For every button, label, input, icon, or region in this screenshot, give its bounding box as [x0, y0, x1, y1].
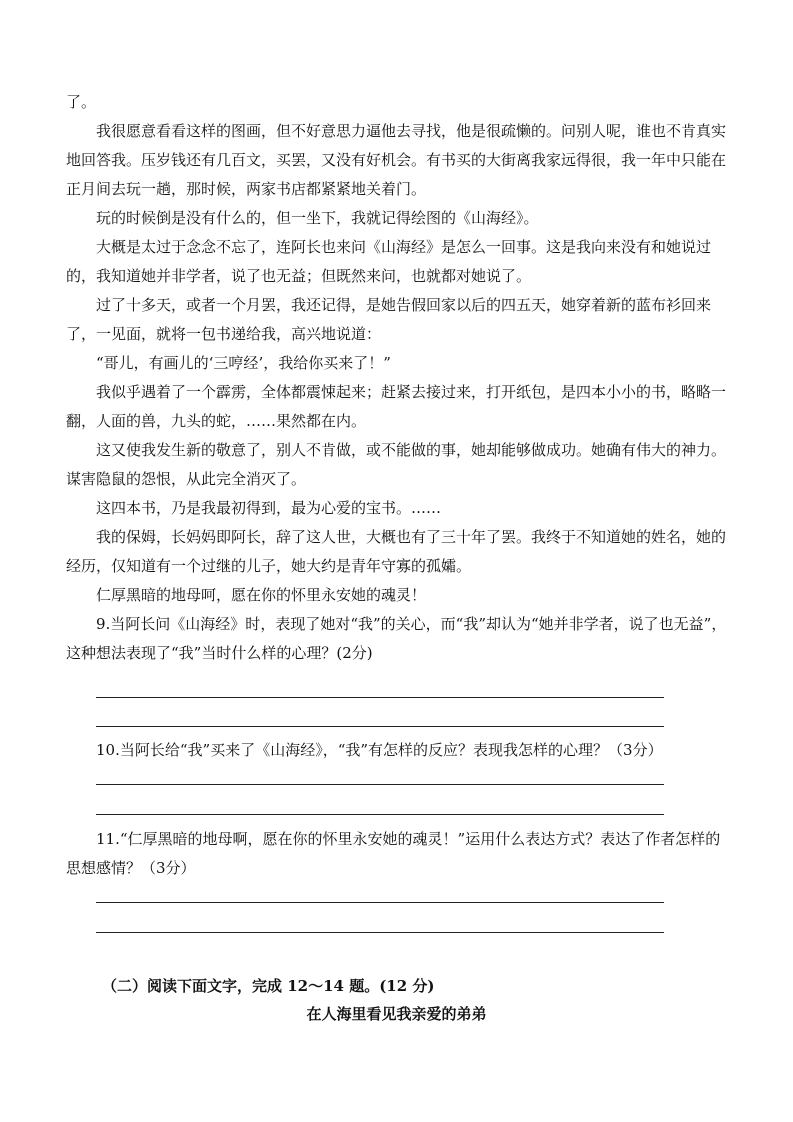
- answer-line-q9-1[interactable]: [96, 697, 664, 698]
- answer-line-q11-2[interactable]: [96, 932, 664, 933]
- passage-para-6: 我似乎遇着了一个霹雳，全体都震悚起来；赶紧去接过来，打开纸包，是四本小小的书，略略一翻，人面的兽，九头的蛇，……果然都在内。: [66, 383, 727, 430]
- passage-para-4: 过了十多天，或者一个月罢，我还记得，是她告假回家以后的四五天，她穿着新的蓝布衫回来了，一见面，就将一包书递给我，高兴地说道：: [66, 296, 712, 343]
- question-9: 9.当阿长问《山海经》时，表现了她对“我”的关心，而“我”却认为“她并非学者，说了也无益”，这种想法表现了“我”当时什么样的心理？(2分): [66, 615, 727, 662]
- question-11: 11.“仁厚黑暗的地母啊，愿在你的怀里永安她的魂灵！”运用什么表达方式？表达了作者怎样的思想感情？（3分）: [66, 830, 721, 877]
- answer-line-q9-2[interactable]: [96, 726, 664, 727]
- passage-para-1: 我很愿意看看这样的图画，但不好意思力逼他去寻找，他是很疏懒的。问别人呢，谁也不肯真实地回答我。压岁钱还有几百文，买罢，又没有好机会。有书买的大街离我家远得很，我一年中只能在正月间去玩一趟，那时候，两家书店都紧紧地关着门。: [66, 122, 727, 198]
- section-heading: （二）阅读下面文字，完成 12～14 题。(12 分): [102, 977, 435, 995]
- passage-para-3: 大概是太过于念念不忘了，连阿长也来问《山海经》是怎么一回事。这是我向来没有和她说过的，我知道她并非学者，说了也无益；但既然来问，也就都对她说了。: [66, 238, 712, 285]
- passage-title: 在人海里看见我亲爱的弟弟: [306, 1005, 487, 1023]
- answer-line-q10-1[interactable]: [96, 784, 664, 785]
- passage-para-5: “哥儿，有画儿的‘三哼经’，我给你买来了！”: [96, 354, 391, 372]
- passage-para-7: 这又使我发生新的敬意了，别人不肯做，或不能做的事，她却能够做成功。她确有伟大的神力。谋害隐鼠的怨恨，从此完全消灭了。: [66, 441, 727, 488]
- question-10: 10.当阿长给“我”买来了《山海经》，“我”有怎样的反应？表现我怎样的心理？（3分）: [96, 741, 663, 759]
- passage-para-8: 这四本书，乃是我最初得到，最为心爱的宝书。……: [96, 499, 442, 517]
- passage-para-9: 我的保姆，长妈妈即阿长，辞了这人世，大概也有了三十年了罢。我终于不知道她的姓名，她的经历，仅知道有一个过继的儿子，她大约是青年守寡的孤孀。: [66, 528, 727, 575]
- answer-line-q11-1[interactable]: [96, 902, 664, 903]
- passage-para-2: 玩的时候倒是没有什么的，但一坐下，我就记得绘图的《山海经》。: [96, 209, 539, 227]
- passage-para-0: 了。: [66, 93, 97, 111]
- answer-line-q10-2[interactable]: [96, 814, 664, 815]
- passage-para-10: 仁厚黑暗的地母呵，愿在你的怀里永安她的魂灵！: [96, 586, 427, 604]
